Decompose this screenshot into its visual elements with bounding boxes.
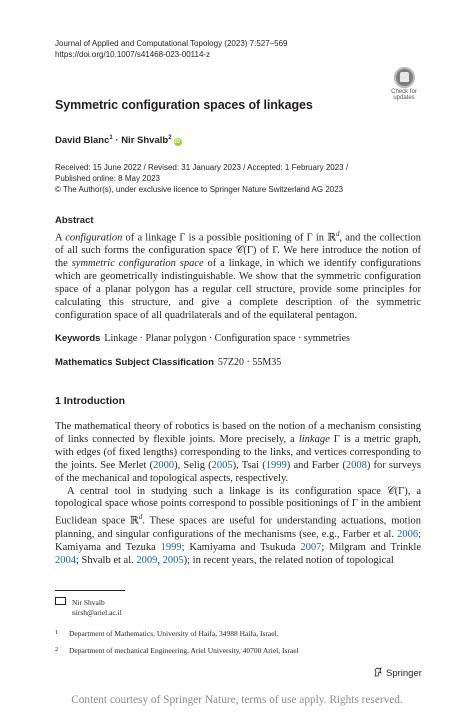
doi-link[interactable]: https://doi.org/10.1007/s41468-023-00114-z bbox=[55, 50, 211, 59]
msc-label: Mathematics Subject Classification bbox=[55, 357, 214, 368]
affiliation-marker: 1 bbox=[109, 135, 113, 141]
citation-link[interactable]: 2009 bbox=[136, 554, 158, 566]
citation-link[interactable]: 1999 bbox=[160, 541, 182, 553]
orcid-icon[interactable]: iD bbox=[175, 139, 181, 146]
citation-link[interactable]: 2005 bbox=[162, 554, 184, 566]
introduction-body bbox=[55, 421, 421, 567]
publisher-name: Springer bbox=[386, 668, 422, 679]
check-for-updates-badge[interactable] bbox=[388, 67, 420, 101]
footnote-text: Department of Mathematics, University of Haifa, 34988 Haifa, Israel. bbox=[69, 629, 279, 638]
author-name[interactable]: David Blanc bbox=[55, 135, 110, 147]
keywords-label: Keywords bbox=[55, 333, 101, 344]
intro-paragraph: A central tool in studying such a linkage is its configuration space 𝒞(Γ), a topological space whose points correspond to possible positionings of Γ in the ambient Euclidean space ℝ$^d$. These spaces are useful for understanding actuations, motion planning, and singular configurations of the mechanisms (see, e.g., Farber et al. 2006; Kamiyama and Tezuka 1999; Kamiyama and Tsukuda 2007; Milgram and Trinkle 2004; Shvalb et al. 2009, 2005); in recent years, the related notion of topological bbox=[55, 485, 421, 566]
abstract-text: A configuration of a linkage Γ is a possible positioning of Γ in ℝ$^d$, and the collection of all such forms the configuration space 𝒞(Γ) of Γ. We here introduce the notion of the symmetric configuration space of a linkage, in which we identify configurations which are geometrically indistinguishable. We show that the symmetric configuration space of a planar polygon has a regular cell structure, provide some principles for calculating this structure, and give a complete description of the symmetric configuration space of all quadrilaterals and of the equilateral pentagon. bbox=[55, 230, 421, 321]
citation-link[interactable]: 2006 bbox=[397, 528, 419, 540]
author-name[interactable]: Nir Shvalb bbox=[121, 135, 169, 147]
footnote-number: 2 bbox=[55, 646, 59, 653]
courtesy-watermark: Content courtesy of Springer Nature, terms of use apply. Rights reserved. bbox=[71, 694, 403, 706]
citation-link[interactable]: 2007 bbox=[300, 541, 322, 553]
footnote-number: 1 bbox=[55, 629, 59, 636]
intro-paragraph: The mathematical theory of robotics is based on the notion of a mechanism consisting of links connected by flexible joints. More precisely, a linkage Γ is a metric graph, with edges (of fixed lengths) corresponding to the links, and vertices corresponding to the joints. See Merlet (2000), Selig (2005), Tsai (1999) and Farber (2008) for surveys of the mechanical and topological aspects, respectively. bbox=[55, 421, 421, 484]
journal-citation: Journal of Applied and Computational Topology (2023) 7:527–569 bbox=[55, 39, 288, 48]
journal-header bbox=[55, 38, 287, 60]
paper-title: Symmetric configuration spaces of linkages bbox=[55, 98, 313, 112]
envelope-icon bbox=[55, 597, 66, 605]
footnote-affiliation bbox=[55, 628, 279, 639]
footnote-affiliation bbox=[55, 645, 299, 656]
copyright-line: © The Author(s), under exclusive licence to Springer Nature Switzerland AG 2023 bbox=[55, 185, 344, 194]
citation-link[interactable]: 2004 bbox=[55, 554, 76, 566]
footnote-text: Department of mechanical Engineering, Ariel University, 40700 Ariel, Israel bbox=[69, 646, 299, 655]
springer-horse-icon bbox=[373, 667, 383, 677]
contact-name: Nir Shvalb bbox=[72, 598, 105, 607]
msc-codes: 57Z20 · 55M35 bbox=[217, 357, 282, 368]
author-separator: · bbox=[112, 135, 122, 147]
received-line: Received: 15 June 2022 / Revised: 31 January 2023 / Accepted: 1 February 2023 / bbox=[55, 163, 349, 172]
affiliation-marker: 2 bbox=[168, 135, 172, 141]
citation-link[interactable]: 2000 bbox=[153, 459, 175, 471]
abstract-heading: Abstract bbox=[55, 215, 94, 226]
corresponding-author bbox=[55, 597, 122, 618]
section-heading: 1 Introduction bbox=[55, 395, 125, 407]
check-for-updates-icon bbox=[394, 67, 415, 88]
publication-dates bbox=[55, 162, 348, 195]
keywords-text: Linkage · Planar polygon · Configuration space · symmetries bbox=[104, 333, 350, 344]
publisher-logo bbox=[373, 667, 422, 679]
footnote-divider bbox=[55, 590, 125, 591]
citation-link[interactable]: 2005 bbox=[211, 459, 233, 471]
contact-email[interactable]: nirsh@ariel.ac.il bbox=[72, 608, 122, 617]
msc-classification bbox=[55, 357, 281, 368]
author-line bbox=[55, 135, 182, 146]
citation-link[interactable]: 1999 bbox=[265, 459, 287, 471]
keywords bbox=[55, 333, 350, 344]
badge-text: Check for updates bbox=[391, 89, 417, 101]
citation-link[interactable]: 2008 bbox=[345, 459, 367, 471]
published-line: Published online: 8 May 2023 bbox=[55, 174, 160, 183]
